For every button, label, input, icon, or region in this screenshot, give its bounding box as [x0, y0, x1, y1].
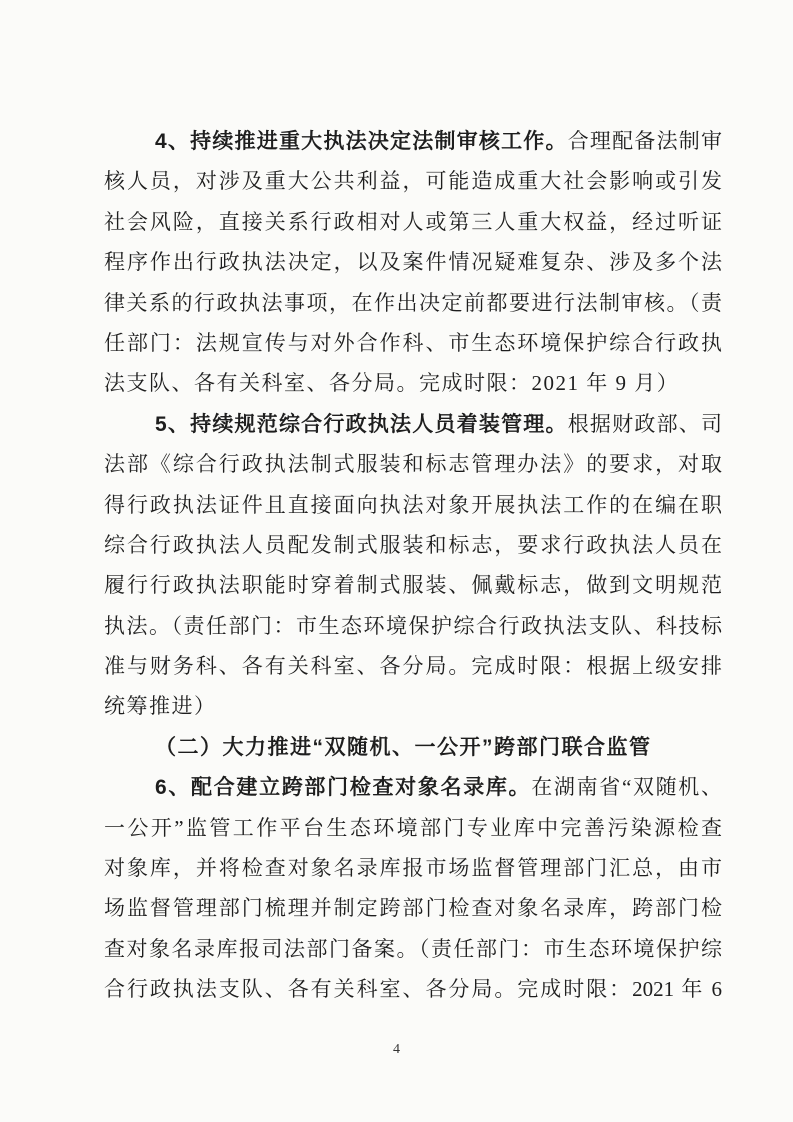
page-number: 4 — [393, 1042, 400, 1057]
text-segment: 综合行政执法人员配发制式服装和标志，要求行政执法人员在 — [104, 532, 722, 557]
text-segment: 得行政执法证件且直接面向执法对象开展执法工作的在编在职 — [104, 492, 722, 517]
text-segment: 根据财政部、司 — [567, 411, 722, 436]
text-line — [104, 485, 722, 525]
text-segment: 法部《综合行政执法制式服装和标志管理办法》的要求，对取 — [104, 452, 722, 477]
paragraph — [104, 404, 722, 727]
text-segment: 对象库，并将检查对象名录库报市场监督管理部门汇总，由市 — [104, 856, 722, 881]
bold-text-segment: （二）大力推进“双随机、一公开”跨部门联合监管 — [155, 735, 652, 759]
text-segment: 在湖南省“双随机、 — [531, 775, 722, 800]
text-line — [104, 283, 722, 323]
text-line — [104, 202, 722, 242]
text-segment: 统筹推进） — [104, 694, 217, 719]
text-segment: 准与财务科、各有关科室、各分局。完成时限：根据上级安排 — [104, 654, 722, 679]
text-line — [104, 404, 722, 444]
text-segment: 任部门：法规宣传与对外合作科、市生态环境保护综合行政执 — [104, 330, 722, 355]
text-line — [104, 363, 722, 403]
text-line — [104, 727, 722, 767]
text-line — [104, 121, 722, 161]
paragraph — [104, 767, 722, 1009]
text-line — [104, 969, 722, 1009]
text-line — [104, 808, 722, 848]
text-segment: 法支队、各有关科室、各分局。完成时限：2021 年 9 月） — [104, 371, 680, 396]
text-line — [104, 525, 722, 565]
text-segment: 核人员，对涉及重大公共利益，可能造成重大社会影响或引发 — [104, 169, 722, 194]
text-segment: 程序作出行政执法决定，以及案件情况疑难复杂、涉及多个法 — [104, 250, 722, 275]
text-line — [104, 323, 722, 363]
bold-text-segment: 4、持续推进重大执法决定法制审核工作。 — [155, 130, 568, 153]
text-segment: 律关系的行政执法事项，在作出决定前都要进行法制审核。（责 — [104, 290, 722, 315]
text-line — [104, 606, 722, 646]
text-line — [104, 242, 722, 282]
text-line — [104, 929, 722, 969]
text-segment: 执法。（责任部门：市生态环境保护综合行政执法支队、科技标 — [104, 613, 722, 638]
bold-text-segment: 6、配合建立跨部门检查对象名录库。 — [155, 776, 532, 800]
text-segment: 合行政执法支队、各有关科室、各分局。完成时限：2021 年 6 — [104, 977, 722, 1002]
text-segment: 合理配备法制审 — [567, 129, 722, 153]
page-footer — [0, 1040, 793, 1058]
text-line — [104, 686, 722, 726]
text-line — [104, 161, 722, 201]
text-line — [104, 888, 722, 928]
text-segment: 社会风险，直接关系行政相对人或第三人重大权益，经过听证 — [104, 209, 722, 234]
text-segment: 一公开”监管工作平台生态环境部门专业库中完善污染源检查 — [104, 815, 722, 840]
text-segment: 查对象名录库报司法部门备案。（责任部门：市生态环境保护综 — [104, 936, 722, 961]
text-line — [104, 444, 722, 484]
bold-text-segment: 5、持续规范综合行政执法人员着装管理。 — [155, 412, 568, 436]
document-body — [104, 121, 722, 1010]
text-segment: 履行行政执法职能时穿着制式服装、佩戴标志，做到文明规范 — [104, 573, 722, 598]
paragraph — [104, 121, 722, 404]
text-line — [104, 565, 722, 605]
text-line — [104, 767, 722, 807]
paragraph — [104, 727, 722, 767]
text-line — [104, 848, 722, 888]
text-line — [104, 646, 722, 686]
text-segment: 场监督管理部门梳理并制定跨部门检查对象名录库，跨部门检 — [104, 896, 722, 921]
